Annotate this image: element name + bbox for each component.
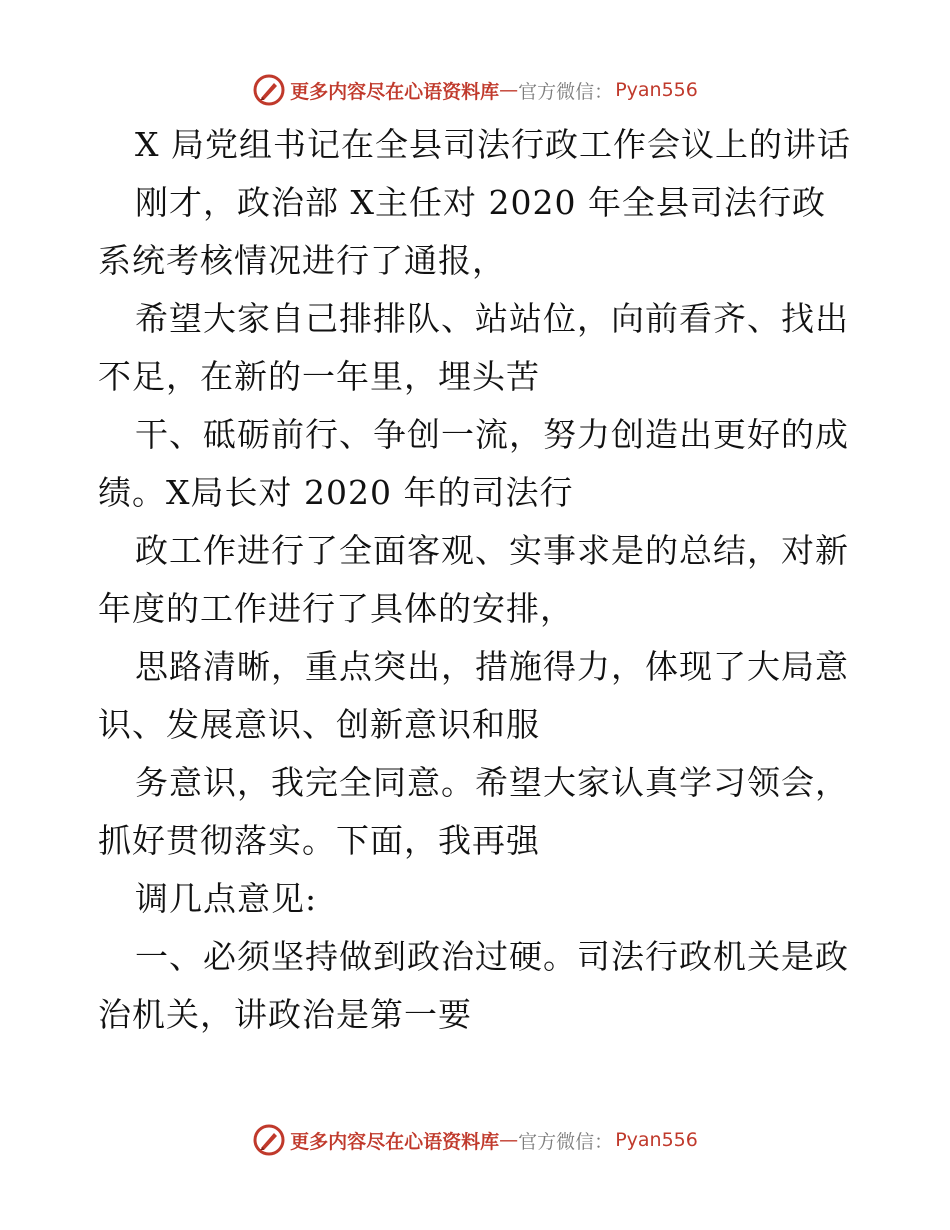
footer-watermark (0, 1120, 950, 1160)
text-line: 抓好贯彻落实。下面，我再强 (98, 821, 540, 860)
brush-pen-logo-icon (252, 73, 286, 107)
document-title: X 局党组书记在全县司法行政工作会议上的讲话 (135, 125, 851, 164)
text-line: 政工作进行了全面客观、实事求是的总结，对新 (135, 531, 849, 570)
text-line: 不足，在新的一年里，埋头苦 (98, 357, 540, 396)
brush-pen-logo-icon (252, 1123, 286, 1157)
header-watermark (0, 70, 950, 110)
watermark-dash: — (499, 1129, 519, 1151)
text-line: 年度的工作进行了具体的安排， (98, 589, 574, 628)
watermark-handle: Pyan556 (615, 1129, 698, 1151)
document-body (98, 116, 878, 1044)
text-line: 系统考核情况进行了通报， (98, 241, 506, 280)
watermark-handle: Pyan556 (615, 79, 698, 101)
watermark-dash: — (499, 79, 519, 101)
text-line: 治机关，讲政治是第一要 (98, 995, 472, 1034)
watermark-label: 官方微信： (518, 1130, 614, 1153)
watermark-brand: 更多内容尽在心语资料库 (290, 1130, 500, 1153)
text-line: 希望大家自己排排队、站站位，向前看齐、找出 (135, 299, 849, 338)
text-line: 调几点意见: (135, 879, 318, 918)
watermark-brand: 更多内容尽在心语资料库 (290, 80, 500, 103)
text-line: 刚才，政治部 X主任对 2020 年全县司法行政 (135, 183, 826, 222)
watermark-label: 官方微信： (518, 80, 614, 103)
text-line: 思路清晰，重点突出，措施得力，体现了大局意 (135, 647, 849, 686)
text-line: 绩。X局长对 2020 年的司法行 (98, 473, 574, 512)
text-line: 务意识，我完全同意。希望大家认真学习领会， (135, 763, 849, 802)
text-line: 干、砥砺前行、争创一流，努力创造出更好的成 (135, 415, 849, 454)
text-line: 识、发展意识、创新意识和服 (98, 705, 540, 744)
text-line: 一、必须坚持做到政治过硬。司法行政机关是政 (135, 937, 849, 976)
